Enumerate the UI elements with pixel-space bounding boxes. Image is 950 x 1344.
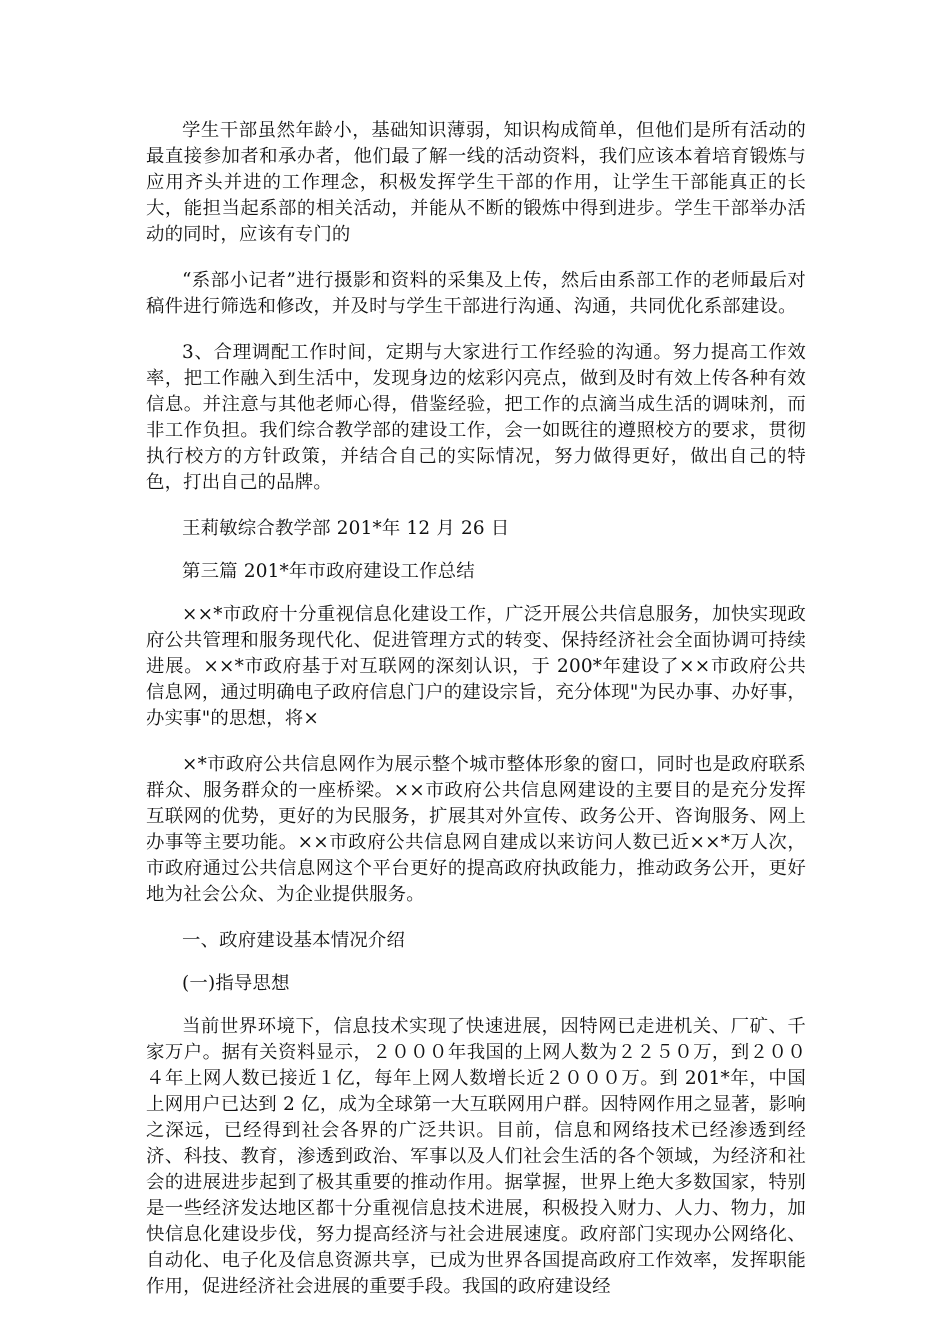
paragraph-student-reporters: “系部小记者”进行摄影和资料的采集及上传，然后由系部工作的老师最后对稿件进行筛选和修改，并及时与学生干部进行沟通、沟通，共同优化系部建设。 [146,270,806,317]
signature-line: 王莉敏综合教学部 201*年 12 月 26 日 [182,518,510,539]
paragraph-student-cadres: 学生干部虽然年龄小，基础知识薄弱，知识构成简单，但他们是所有活动的最直接参加者和承办者，他们最了解一线的活动资料，我们应该本着培育锻炼与应用齐头并进的工作理念，积极发挥学生干部的作用，让学生干部能真正的长大，能担当起系部的相关活动，并能从不断的锻炼中得到进步。学生干部举办活动的同时，应该有专门的 [146,120,806,245]
document-page [146,118,806,1320]
paragraph-public-info-network: ×*市政府公共信息网作为展示整个城市整体形象的窗口，同时也是政府联系群众、服务群众的一座桥梁。××市政府公共信息网建设的主要目的是充分发挥互联网的优势，更好的为民服务，扩展其对外宣传、政务公开、咨询服务、网上办事等主要功能。××市政府公共信息网自建成以来访问人数已近××*万人次，市政府通过公共信息网这个平台更好的提高政府执政能力，推动政务公开，更好地为社会公众、为企业提供服务。 [146,754,806,905]
paragraph-world-environment: 当前世界环境下，信息技术实现了快速进展，因特网已走进机关、厂矿、千家万户。据有关资料显示，２０００年我国的上网人数为２２５０万，到２００４年上网人数已接近１亿，每年上网人数增长近２０００万。到 201*年，中国上网用户已达到 2 亿，成为全球第一大互联网用户群。因特网作用之显著，影响之深远，已经得到社会各界的广泛共识。目前，信息和网络技术已经渗透到经济、科技、教育，渗透到政治、军事以及人们社会生活的各个领域，为经济和社会的进展进步起到了极其重要的推动作用。据掌握，世界上绝大多数国家，特别是一些经济发达地区都十分重视信息技术进展，积极投入财力、人力、物力，加快信息化建设步伐，努力提高经济与社会进展速度。政府部门实现办公网络化、自动化、电子化及信息资源共享，已成为世界各国提高政府工作效率，发挥职能作用，促进经济社会进展的重要手段。我国的政府建设经 [146,1016,806,1297]
paragraph-government-informatization: ××*市政府十分重视信息化建设工作，广泛开展公共信息服务，加快实现政府公共管理和服务现代化、促进管理方式的转变、保持经济社会全面协调可持续进展。××*市政府基于对互联网的深刻认识，于 200*年建设了××市政府公共信息网，通过明确电子政府信息门户的建设宗旨，充分体现"为民办事、办好事，办实事"的思想，将× [146,604,806,729]
heading-basic-situation: 一、政府建设基本情况介绍 [182,930,406,951]
paragraph-work-time: 3、合理调配工作时间，定期与大家进行工作经验的沟通。努力提高工作效率，把工作融入到生活中，发现身边的炫彩闪亮点，做到及时有效上传各种有效信息。并注意与其他老师心得，借鉴经验，把工作的点滴当成生活的调味剂，而非工作负担。我们综合教学部的建设工作，会一如既往的遵照校方的要求，贯彻执行校方的方针政策，并结合自己的实际情况，努力做得更好，做出自己的特色，打出自己的品牌。 [146,342,806,493]
section-title: 第三篇 201*年市政府建设工作总结 [182,561,475,582]
heading-guiding-ideology: (一)指导思想 [182,973,290,994]
